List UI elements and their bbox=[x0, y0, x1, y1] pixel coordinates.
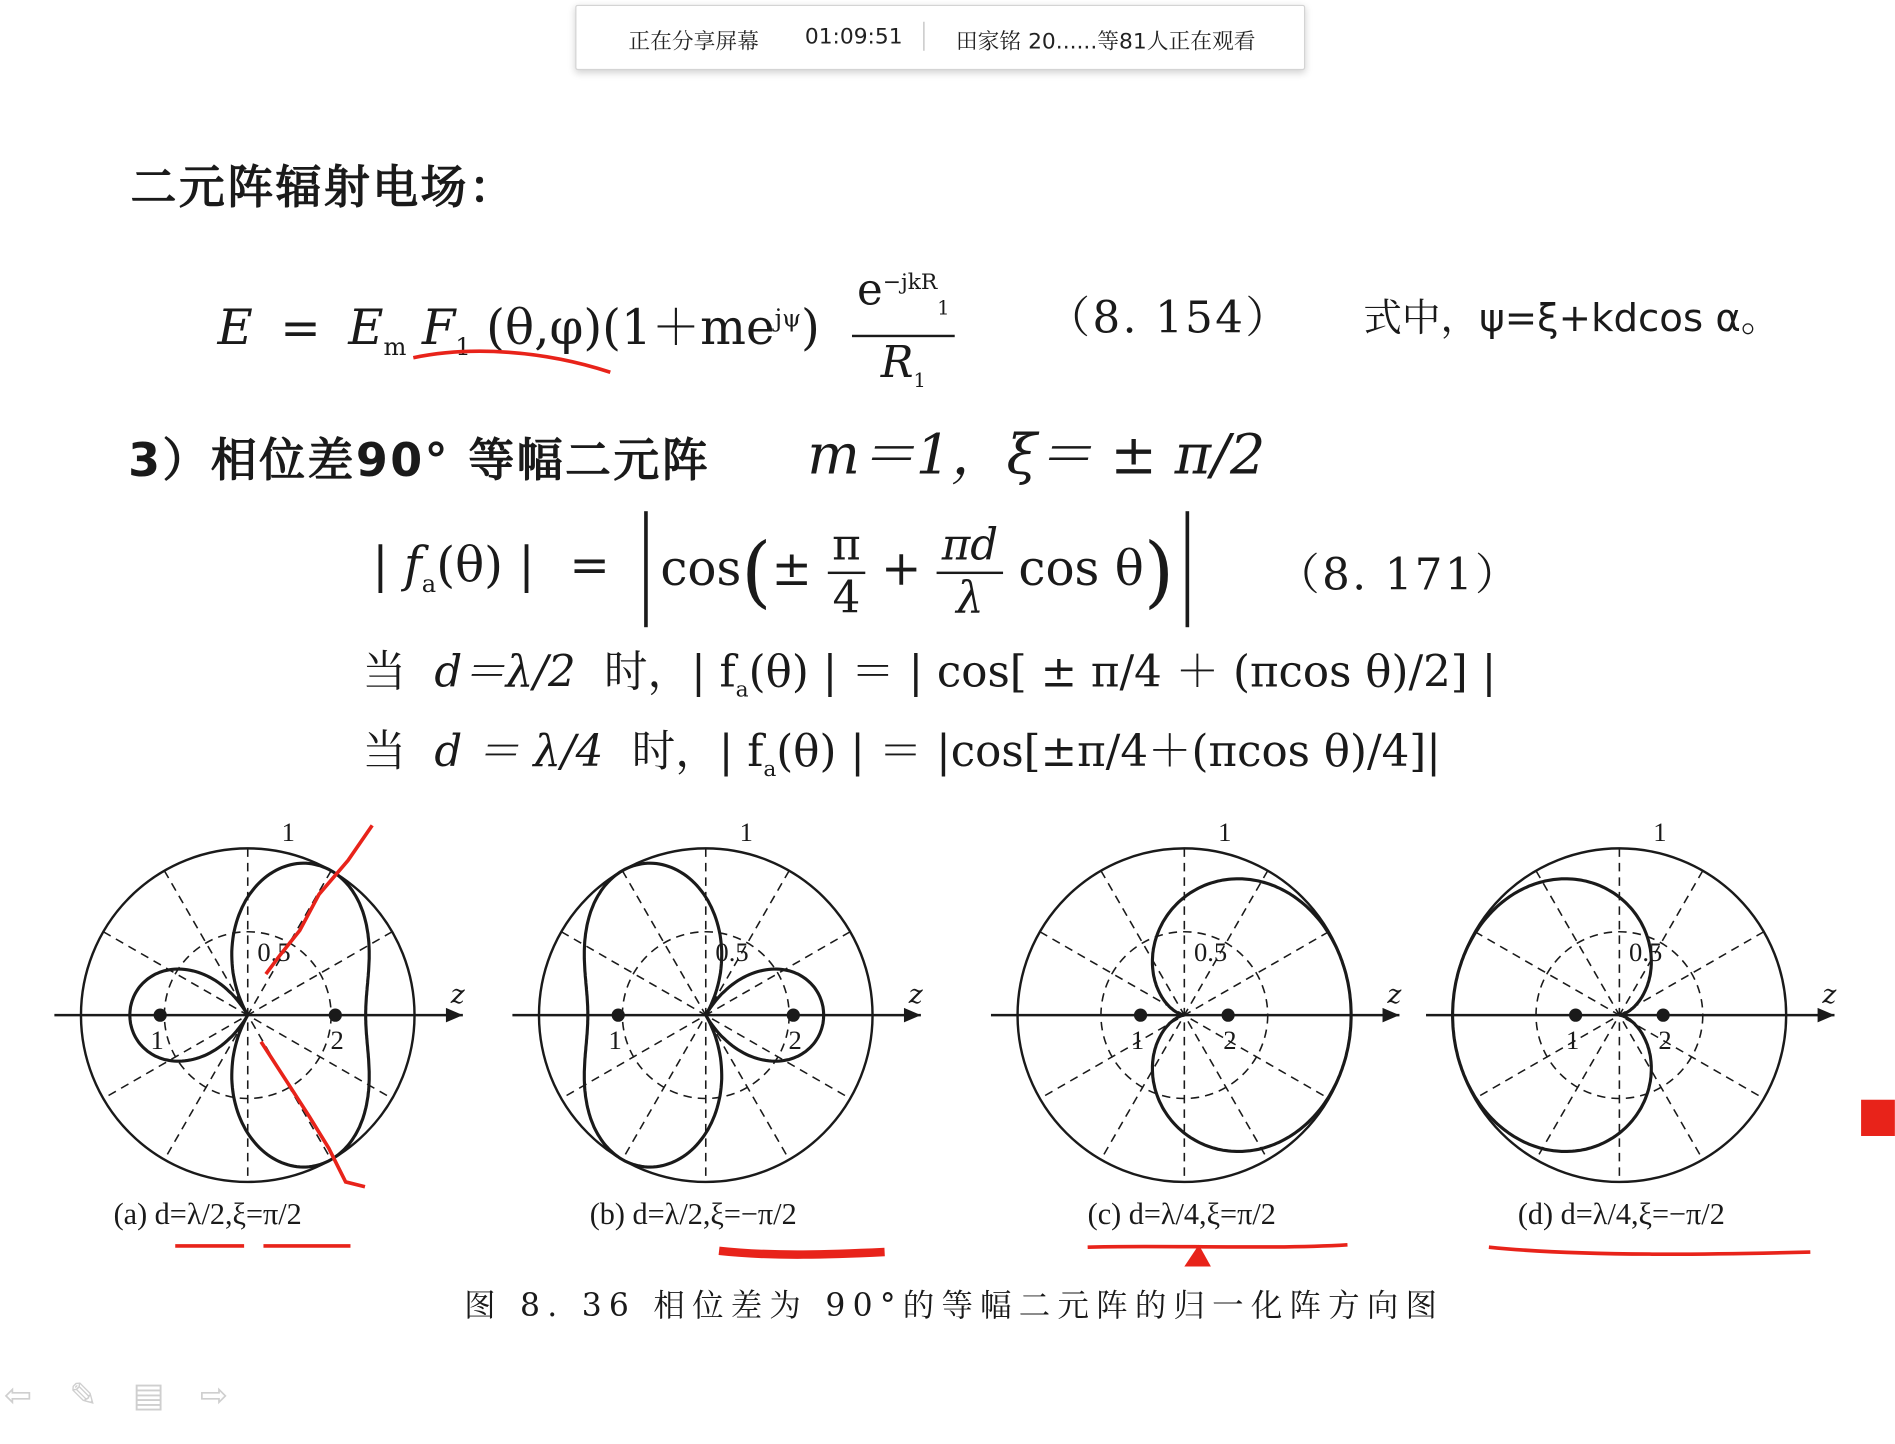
element-1-label: 1 bbox=[150, 1024, 164, 1055]
radius-half-label: 0.5 bbox=[257, 936, 291, 967]
equation-note: 式中，ψ=ξ+kdcos α。 bbox=[1363, 294, 1780, 341]
equation-number: （8. 171） bbox=[1276, 551, 1521, 601]
pen-icon[interactable]: ✎ bbox=[69, 1375, 98, 1416]
radius-half-label: 0.5 bbox=[1193, 936, 1228, 967]
panel-caption-b: (b) d=λ/2,ξ=−π/2 bbox=[589, 1198, 797, 1232]
radius-half-label: 0.5 bbox=[1629, 936, 1663, 967]
eq-symbol: 4 bbox=[832, 574, 861, 624]
equation-number: （8. 154） bbox=[1046, 293, 1292, 344]
z-axis-label: z bbox=[1387, 979, 1402, 1011]
element-2-label: 2 bbox=[1223, 1024, 1237, 1055]
panel-caption-d: (d) d=λ/4,ξ=−π/2 bbox=[1517, 1198, 1725, 1232]
eq-symbol: cos bbox=[660, 541, 742, 597]
eq-symbol: cos θ bbox=[1018, 541, 1144, 597]
back-arrow-icon[interactable]: ⇦ bbox=[3, 1375, 33, 1416]
eq-symbol: | bbox=[372, 537, 404, 594]
viewer-count[interactable]: 田家铭 20......等81人正在观看 bbox=[955, 29, 1256, 55]
eq-subscript: a bbox=[421, 569, 437, 599]
case-expression: (θ) | ＝ | cos[ ± π/4 ＋ (πcos θ)/2] | bbox=[748, 647, 1497, 698]
eq-subscript: a bbox=[763, 756, 777, 783]
case-condition: d＝λ/2 bbox=[434, 647, 576, 698]
radius-one-label: 1 bbox=[1218, 817, 1232, 848]
case-expression: (θ) | ＝ |cos[±π/4＋(πcos θ)/4]| bbox=[776, 727, 1441, 778]
condition-expression: m＝1，ξ＝ ± π/2 bbox=[807, 421, 1266, 488]
eq-symbol: = bbox=[569, 537, 610, 594]
radius-one-label: 1 bbox=[281, 817, 295, 848]
case-word: 当 bbox=[362, 647, 407, 698]
eq-superscript: −jkR bbox=[882, 269, 938, 295]
eq-symbol: E bbox=[217, 300, 253, 357]
menu-icon[interactable]: ▤ bbox=[132, 1375, 165, 1416]
paren-close: ) bbox=[1143, 528, 1175, 618]
section-heading: 二元阵辐射电场： bbox=[130, 160, 518, 214]
eq-subscript: 1 bbox=[913, 369, 926, 393]
eq-symbol: e bbox=[745, 300, 775, 357]
subsection-heading: 3）相位差90° 等幅二元阵 bbox=[128, 433, 711, 488]
eq-symbol: (θ,φ)(1＋m bbox=[486, 300, 746, 357]
forward-arrow-icon[interactable]: ⇨ bbox=[199, 1375, 229, 1416]
radius-half-label: 0.5 bbox=[715, 936, 749, 967]
element-2-label: 2 bbox=[330, 1024, 344, 1055]
z-axis-label: z bbox=[450, 979, 465, 1011]
pointer-marker bbox=[1861, 1100, 1895, 1136]
eq-subscript: 1 bbox=[937, 296, 950, 320]
presentation-toolbar bbox=[0, 1375, 242, 1422]
eq-subscript: m bbox=[383, 331, 407, 361]
annotation-null-line-upper bbox=[266, 825, 372, 974]
annotation-null-line-lower bbox=[261, 1042, 365, 1187]
panel-caption-c: (c) d=λ/4,ξ=π/2 bbox=[1087, 1198, 1276, 1232]
eq-symbol: = bbox=[280, 300, 321, 357]
z-axis-label: z bbox=[908, 979, 923, 1011]
eq-symbol: + bbox=[880, 541, 922, 597]
case-expression: | f bbox=[691, 647, 736, 698]
case-word: 当 bbox=[362, 727, 407, 778]
case-condition: d ＝ λ/4 bbox=[434, 727, 604, 778]
eq-symbol: e bbox=[857, 265, 883, 316]
eq-symbol: πd bbox=[937, 521, 1003, 574]
case-word: 时， bbox=[604, 647, 692, 698]
annotation-underline bbox=[1489, 1247, 1810, 1254]
eq-subscript: a bbox=[735, 676, 749, 703]
eq-superscript: jψ bbox=[774, 303, 802, 333]
eq-symbol: R bbox=[880, 338, 914, 389]
case-expression: | f bbox=[718, 727, 764, 778]
eq-symbol: f bbox=[403, 537, 422, 594]
share-timer: 01:09:51 bbox=[804, 24, 903, 50]
eq-symbol: E bbox=[348, 300, 384, 357]
eq-symbol: ± bbox=[771, 541, 812, 597]
eq-subscript: 1 bbox=[455, 331, 471, 361]
case-word: 时， bbox=[631, 727, 719, 778]
share-status: 正在分享屏幕 bbox=[628, 29, 759, 55]
radius-one-label: 1 bbox=[1653, 817, 1667, 848]
z-axis-label: z bbox=[1822, 979, 1837, 1011]
element-1-label: 1 bbox=[1565, 1024, 1580, 1055]
eq-symbol: π bbox=[827, 521, 865, 574]
eq-symbol: F bbox=[421, 300, 456, 357]
eq-symbol: ) bbox=[801, 300, 820, 357]
eq-symbol: (θ) | bbox=[436, 537, 535, 594]
element-1-label: 1 bbox=[608, 1024, 622, 1055]
paren-open: ( bbox=[741, 528, 772, 618]
radius-one-label: 1 bbox=[739, 817, 753, 848]
eq-symbol: λ bbox=[956, 574, 984, 624]
annotation-underline bbox=[719, 1251, 885, 1255]
annotation-underline bbox=[1088, 1245, 1348, 1247]
figure-caption: 图 8. 36 相位差为 90°的等幅二元阵的归一化阵方向图 bbox=[464, 1288, 1445, 1325]
panel-caption-a: (a) d=λ/2,ξ=π/2 bbox=[113, 1198, 302, 1232]
element-1-label: 1 bbox=[1130, 1024, 1145, 1055]
element-2-label: 2 bbox=[788, 1024, 802, 1055]
annotation-underline-f1 bbox=[413, 351, 610, 372]
element-2-label: 2 bbox=[1658, 1024, 1672, 1055]
